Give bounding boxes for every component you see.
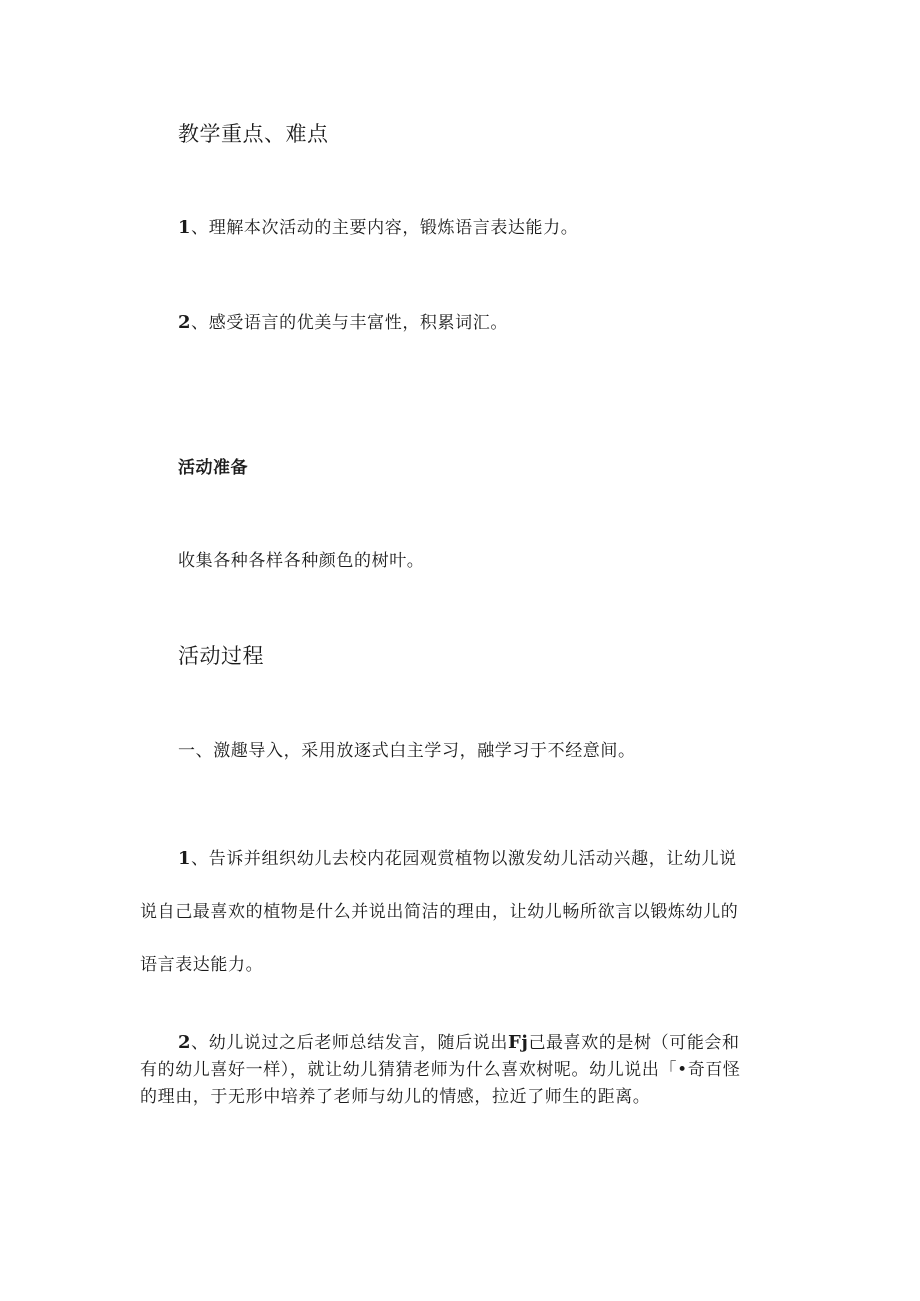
- key-point-item-2: [178, 308, 508, 333]
- process-item-number: 1: [178, 848, 192, 869]
- process-item-1-text-1: 、告诉并组织幼儿去校内花园观赏植物以激发幼儿活动兴趣，让幼儿说: [191, 849, 737, 869]
- process-item-number: 2: [178, 1032, 192, 1053]
- process-step-one: 一、激趣导入，采用放逐式白主学习，融学习于不经意间。: [178, 741, 636, 761]
- process-item-1: [140, 832, 738, 992]
- process-item-2-line-1: [140, 1029, 741, 1057]
- preparation-heading: 活动准备: [178, 458, 248, 478]
- key-point-text: 、感受语言的优美与丰富性，积累词汇。: [191, 313, 508, 333]
- key-point-number: 1: [178, 217, 192, 238]
- ocr-artifact-text: Fj: [507, 1032, 529, 1053]
- process-item-2-line-2: 有的幼儿喜好一样），就让幼儿猜猜老师为什么喜欢树呢。幼儿说出「•奇百怪: [140, 1060, 741, 1080]
- process-item-1-line-1: [140, 832, 738, 886]
- key-point-text: 、理解本次活动的主要内容，锻炼语言表达能力。: [191, 218, 579, 238]
- key-point-item-1: [178, 213, 578, 238]
- process-item-1-line-3: 语言表达能力。: [140, 955, 264, 975]
- process-item-1-line-2: 说自己最喜欢的植物是什么并说出简洁的理由，让幼儿畅所欲言以锻炼幼儿的: [140, 902, 739, 922]
- key-points-heading: 教学重点、难点: [178, 122, 329, 146]
- process-item-2-text-1b: 己最喜欢的是树（可能会和: [528, 1033, 740, 1053]
- process-heading: 活动过程: [178, 644, 264, 668]
- process-item-2-text-1a: 、幼儿说过之后老师总结发言，随后说出: [191, 1033, 508, 1053]
- process-item-2: [140, 1029, 741, 1111]
- key-point-number: 2: [178, 312, 192, 333]
- process-item-2-line-3: 的理由，于无形中培养了老师与幼儿的情感，拉近了师生的距离。: [140, 1087, 651, 1107]
- preparation-text: 收集各种各样各种颜色的树叶。: [178, 551, 425, 571]
